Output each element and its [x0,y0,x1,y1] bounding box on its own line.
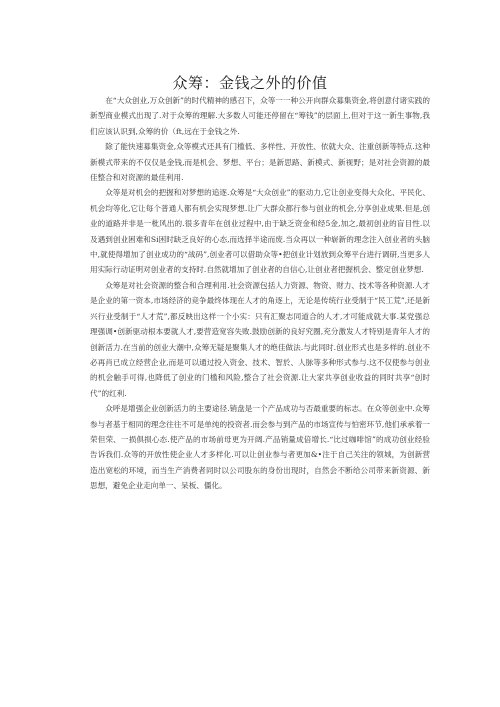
paragraph-4: 众筹是对社会资源的整合和合理利用.社会资源包括人力资源、物资、财力、技术等各种资源.人才是企业的第一资本,市场经济的竞争最终体现在人才的角逐上，无论是传统行业受制于“民工荒”,还是新兴行业受制于“人才荒”,都反映出这样一个小实：只有汇聚志同道合的人才,才可能成就大事.某党强总理强调•创新驱动根本要就人才,要营造宽容失败.鼓励创新的良好究圈,充分激发人才特别是青年人才的创新活力.在当前的创业大潮中,众筹无疑是聚集人才的绝佳做法.与此同时.创业形式也是多样的.创业不必再肖已成立经营企业,而是可以通过投入资金、技术、智於、人脉等多种形式参与.这不仅使参与创业的机会触手可得,也降低了创业的门槛和风险,整合了社会资源.让大家共享创业收益的同时共享“创时代”的红利. [90,280,430,398]
paragraph-2: 除了能快速募集资金,众等模式还具有门槛低、多样性、开放性、依就大众、注重创新等特点.这种新模式带来的不仅仅是金钱,而是机会、梦想、平台；是新思路、新模式、新视野；是对社会资源的最佳整合和对资源的最佳利用. [90,142,430,183]
paragraph-1: 在“大众创业,万众创新”的时代精神的感召下，众等一一种公开向群众募集资金,将创意付诸实践的新型商业模式出现了.对于众筹的理解.大多数人可能还停留在“筹钱”的层面上,但对于这一新生事物,我们应该认识到,众筹的价（ft,远在于金钱之外. [90,96,430,136]
paragraph-5: 众呼是增强企业创新活力的主要途径.销盘是一个产品成功与否最重要的标志。在众等创业中.众筹参与者基于相同的理念往往不可是单纯的投资者.而会参与到产品的市场宣传与怕密环节,他们承承着一荣但荣、一损俱损心态.使产品的市场前母更为开阔.产品销量成倍增长.“比过咖啡馆”的成功创业经验告诉我们.众等的开放性使企业人才多样化.可以让创业参与者更加&•注于自己关注的领城，为创新营造出宽松的环境，而当生产消费者同时以公司股东的身份出现时，自然会不断给公司带来新资源、新思想，避免企业走向单一、呆板、僵化。 [90,404,430,491]
document-title: 众筹：金钱之外的价值 [172,74,328,93]
document-body [90,93,430,494]
paragraph-3: 众等是对机会的把握和对梦想的追逐.众筹是“大众创业”的驱动力,它让创业变得大众化、平民化、机会均等化,它让每个普通人都有机会实现梦想.让广大群众都行参与创业的机会,分享创业成果.但是,创业的道路并非是一枇风出的.很多青年在创业过程中,由于缺乏资金和经5金,加之,最初创业的盲目性.以及遇到创业困难和Si困时缺乏良好的心态,而选择半途而废.当众再以一种崭新的理念注入创业者的头脑中,就使得增加了创业成功的“战码”,创业者可以借助众等•把创业计划放到众筹平台进行调研,当更多人用实际行动证明对创业者的支持时.自然就增加了创业者的自信心,让创业者把握机会、整定创业梦想. [90,188,430,275]
